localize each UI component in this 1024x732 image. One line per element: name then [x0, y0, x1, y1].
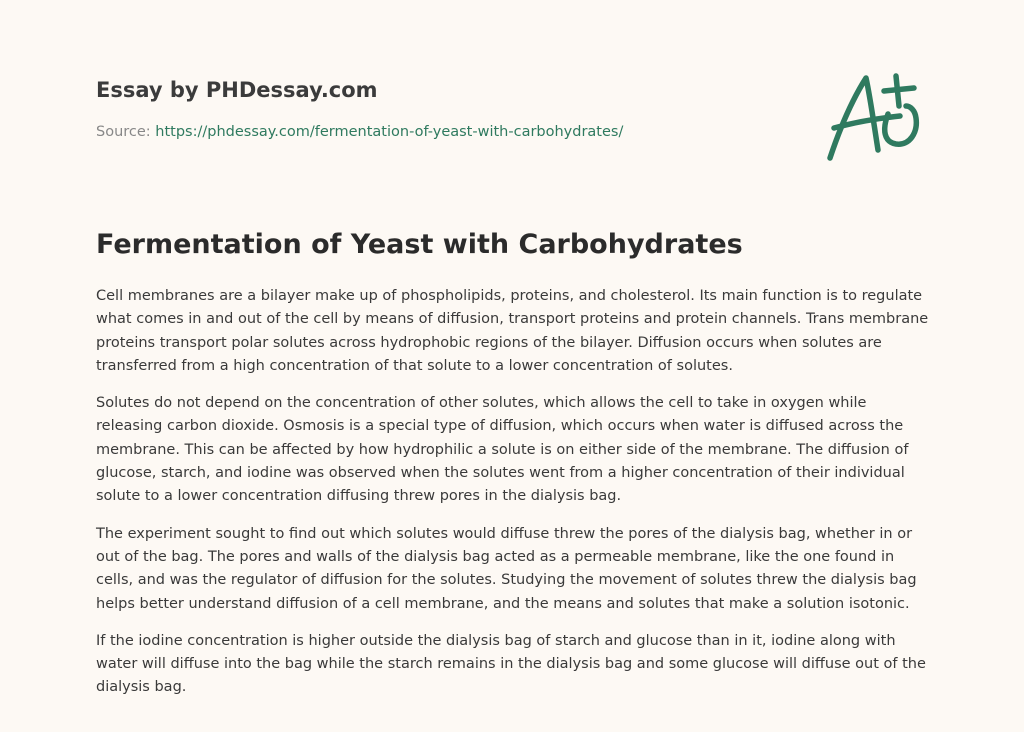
- source-link[interactable]: https://phdessay.com/fermentation-of-yeast-with-carbohydrates/: [155, 124, 624, 140]
- article-title: Fermentation of Yeast with Carbohydrates: [96, 229, 743, 260]
- source-line: [96, 122, 796, 142]
- paragraph-1: Cell membranes are a bilayer make up of phospholipids, proteins, and cholesterol. Its main function is to regulate what comes in and out of the cell by means of diffusion, transport proteins and protein channels. Trans membrane proteins transport polar solutes across hydrophobic regions of the bilayer. Diffusion occurs when solutes are transferred from a high concentration of that solute to a lower concentration of solutes.: [96, 288, 929, 374]
- page-header: [96, 76, 796, 142]
- a-plus-logo-icon: [818, 66, 930, 166]
- article-body: [96, 285, 932, 714]
- source-label: Source:: [96, 124, 151, 140]
- paragraph-4: If the iodine concentration is higher outside the dialysis bag of starch and glucose than in it, iodine along with water will diffuse into the bag while the starch remains in the dialysis bag and some glucose will diffuse out of the dialysis bag.: [96, 632, 926, 696]
- brand-title: Essay by PHDessay.com: [96, 78, 378, 102]
- paragraph-2: Solutes do not depend on the concentration of other solutes, which allows the cell to take in oxygen while releasing carbon dioxide. Osmosis is a special type of diffusion, which occurs when water is diffused across the membrane. This can be affected by how hydrophilic a solute is on either side of the membrane. The diffusion of glucose, starch, and iodine was observed when the solutes went from a higher concentration of their individual solute to a lower concentration diffusing threw pores in the dialysis bag.: [96, 395, 909, 505]
- paragraph-3: The experiment sought to find out which solutes would diffuse threw the pores of the dialysis bag, whether in or out of the bag. The pores and walls of the dialysis bag acted as a permeable membrane, like the one found in cells, and was the regulator of diffusion for the solutes. Studying the movement of solutes threw the dialysis bag helps better understand diffusion of a cell membrane, and the means and solutes that make a solution isotonic.: [96, 525, 917, 612]
